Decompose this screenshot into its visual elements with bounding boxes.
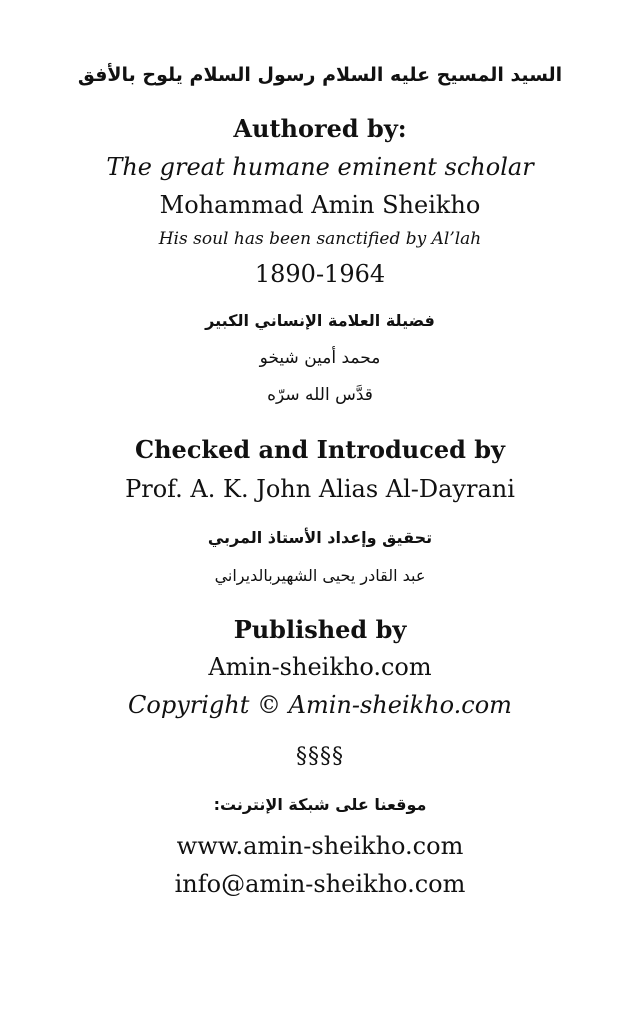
email-link[interactable]: info@amin-sheikho.com (174, 870, 466, 898)
copyright-notice: Copyright © Amin-sheikho.com (128, 691, 512, 719)
author-name: Mohammad Amin Sheikho (159, 191, 481, 219)
website-url-link[interactable]: www.amin-sheikho.com (176, 832, 464, 860)
authored-by-heading: Authored by: (233, 114, 407, 143)
author-epithet: The great humane eminent scholar (106, 153, 534, 181)
editor-name-arabic: عبد القادر يحيى الشهيربالديراني (214, 566, 426, 585)
author-epithet-arabic: فضيلة العلامة الإنساني الكبير (205, 311, 435, 330)
book-title-arabic: السيد المسيح عليه السلام رسول السلام يلوح بالأفق (77, 64, 563, 86)
author-blessing: His soul has been sanctified by Al’lah (158, 229, 482, 249)
publisher-name: Amin-sheikho.com (208, 653, 432, 681)
author-name-arabic: محمد أمين شيخو (259, 348, 381, 368)
website-url-container (0, 834, 640, 858)
website-label-arabic: موقعنا على شبكة الإنترنت: (213, 795, 427, 814)
author-years: 1890-1964 (254, 260, 386, 288)
published-by-heading: Published by (233, 615, 407, 644)
editor-name: Prof. A. K. John Alias Al-Dayrani (125, 475, 515, 503)
email-container (0, 872, 640, 896)
section-separator: §§§§ (296, 744, 344, 769)
editor-heading-arabic: تحقيق وإعداد الأستاذ المربي (207, 528, 433, 547)
author-blessing-arabic: قدَّس الله سرّه (267, 385, 373, 405)
checked-by-heading: Checked and Introduced by (135, 435, 505, 464)
